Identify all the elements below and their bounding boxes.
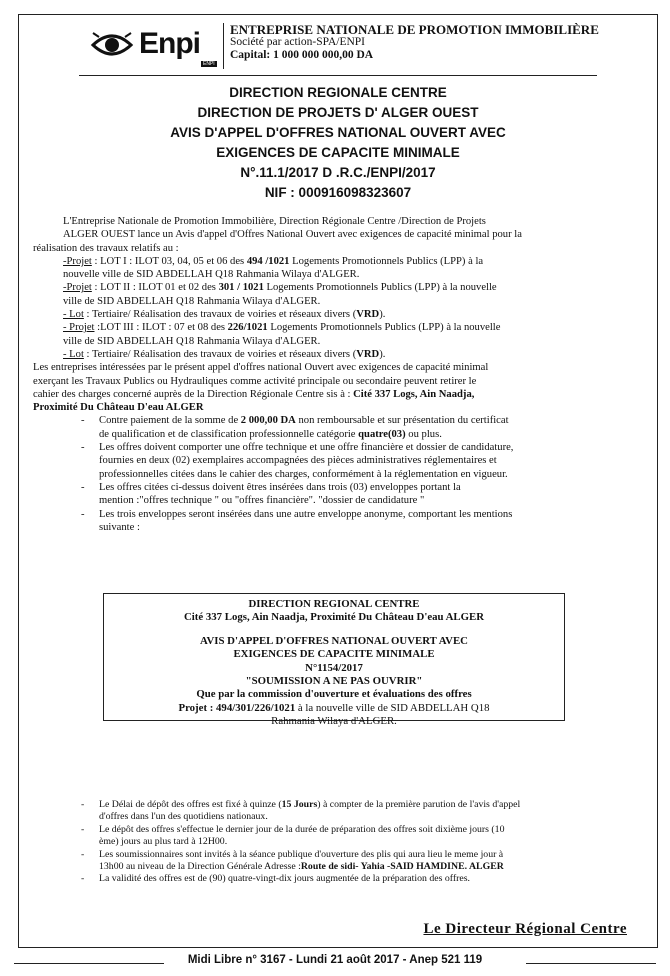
box-wilaya: Rahmania Wilaya d'ALGER. xyxy=(271,715,397,728)
entreprises-line: cahier des charges concerné auprès de la Direction Régionale Centre sis à : Cité 337 Logs, Ain Naadja, xyxy=(33,388,475,400)
condition-deposit: - Le dépôt des offres s'effectue le dernier jour de la durée de préparation des offres soit dixième jours (10 xyxy=(33,824,637,836)
box-exigences: EXIGENCES DE CAPACITE MINIMALE xyxy=(233,648,435,661)
company-block xyxy=(223,23,640,69)
bullet-payment: - Contre paiement de la somme de 2 000,00 DA non remboursable et sur présentation du certificat xyxy=(33,414,645,427)
bullet-envelopes-cont: mention :"offres technique " ou "offres financière". "dossier de candidature " xyxy=(99,495,425,507)
company-capital: Capital: 1 000 000 000,00 DA xyxy=(230,49,374,61)
condition-opening: - Les soumissionnaires sont invités à la séance publique d'ouverture des plis qui aura lieu le meme jour à xyxy=(33,849,637,861)
title-exigences: EXIGENCES DE CAPACITE MINIMALE xyxy=(216,145,460,160)
box-commission: Que par la commission d'ouverture et évaluations des offres xyxy=(196,688,472,701)
address-line: Proximité Du Château D'eau ALGER xyxy=(33,402,204,414)
condition-delay-cont: d'offres dans l'un des quotidiens nationaux. xyxy=(99,811,268,823)
lot-1: - Lot : Tertiaire/ Réalisation des travaux de voiries et réseaux divers (VRD). xyxy=(63,309,386,321)
header-divider xyxy=(79,75,597,76)
title-nif: NIF : 000916098323607 xyxy=(264,185,412,200)
signature-title: Le Directeur Régional Centre xyxy=(423,921,627,937)
conditions-list xyxy=(33,799,637,886)
box-avis: AVIS D'APPEL D'OFFRES NATIONAL OUVERT AVEC xyxy=(200,634,468,647)
bullet-offers: - Les offres doivent comporter une offre technique et une offre financière et dossier de candidature, xyxy=(33,441,645,454)
company-type: Société par action-SPA/ENPI xyxy=(230,36,366,48)
enpi-logo xyxy=(89,23,219,69)
logo-wordmark: Enpi xyxy=(139,27,200,60)
condition-opening-cont: 13h00 au niveau de la Direction Générale Adresse :Route de sidi- Yahia -SAID HAMDINE. ALGER xyxy=(99,861,504,873)
intro-line: ALGER OUEST lance un Avis d'appel d'Offres National Ouvert avec exigences de capacité minimal pour la xyxy=(63,229,522,241)
entreprises-line: exerçant les Travaux Publics ou Hydrauliques comme activité principale ou secondaire peuvent retirer le xyxy=(33,375,477,387)
box-projet: Projet : 494/301/226/1021 à la nouvelle ville de SID ABDELLAH Q18 xyxy=(178,701,490,714)
project-2-location: ville de SID ABDELLAH Q18 Rahmania Wilaya d'ALGER. xyxy=(63,295,321,307)
project-1: -Projet : LOT I : ILOT 03, 04, 05 et 06 des 494 /1021 Logements Promotionnels Publics (LPP) à la xyxy=(63,255,484,267)
project-1-location: nouvelle ville de SID ABDELLAH Q18 Rahmania Wilaya d'ALGER. xyxy=(63,269,360,281)
notice-page xyxy=(18,14,658,948)
project-3: - Projet :LOT III : ILOT : 07 et 08 des 226/1021 Logements Promotionnels Publics (LPP) à la nouvelle xyxy=(63,322,501,334)
condition-delay: - Le Délai de dépôt des offres est fixé à quinze (15 Jours) à compter de la première parution de l'avis d'appel xyxy=(33,799,637,811)
publication-footer: Midi Libre n° 3167 - Lundi 21 août 2017 - Anep 521 119 xyxy=(187,954,483,966)
envelope-box xyxy=(103,593,565,728)
title-direction-regionale: DIRECTION REGIONALE CENTRE xyxy=(229,85,447,100)
box-soumission: "SOUMISSION A NE PAS OUVRIR" xyxy=(245,675,423,688)
footer-rule-right xyxy=(526,963,656,964)
lot-2: - Lot : Tertiaire/ Réalisation des travaux de voiries et réseaux divers (VRD). xyxy=(63,348,386,360)
project-3-location: ville de SID ABDELLAH Q18 Rahmania Wilaya d'ALGER. xyxy=(63,335,321,347)
bullet-payment-cont: de qualification et de classification professionnelle catégorie quatre(03) ou plus. xyxy=(99,428,442,440)
bullet-anonymous: - Les trois enveloppes seront insérées dans une autre enveloppe anonyme, comportant les mentions xyxy=(33,508,645,521)
box-direction: DIRECTION REGIONAL CENTRE xyxy=(248,598,420,610)
title-avis: AVIS D'APPEL D'OFFRES NATIONAL OUVERT AVEC xyxy=(170,125,506,140)
bullet-anonymous-cont: suivante : xyxy=(99,521,140,533)
project-2: -Projet : LOT II : ILOT 01 et 02 des 301 / 1021 Logements Promotionnels Publics (LPP) à la nouvelle xyxy=(63,282,497,294)
box-number: N°1154/2017 xyxy=(305,661,363,674)
box-address: Cité 337 Logs, Ain Naadja, Proximité Du Château D'eau ALGER xyxy=(183,611,485,624)
bullet-offers-cont: professionnelles citées dans le cahier des charges, conformément à la réglementation en vigueur. xyxy=(99,468,508,480)
notice-titles xyxy=(19,83,657,203)
condition-validity: - La validité des offres est de (90) quatre-vingt-dix jours augmentée de la préparation des offres. xyxy=(33,873,637,885)
condition-deposit-cont: ème) jours au plus tard à 12H00. xyxy=(99,836,228,848)
logo-eye-icon xyxy=(89,25,135,65)
logo-subtag: ENPI xyxy=(203,61,215,67)
title-number: N°.11.1/2017 D .R.C./ENPI/2017 xyxy=(240,165,436,180)
intro-line: réalisation des travaux relatifs au : xyxy=(33,242,179,254)
notice-body xyxy=(33,215,645,534)
entreprises-line: Les entreprises intéressées par le présent appel d'offres national Ouvert avec exigences de capacité minimal xyxy=(33,362,489,374)
bullet-envelopes: - Les offres citées ci-dessus doivent êtres insérées dans trois (03) enveloppes portant la xyxy=(33,481,645,494)
intro-line: L'Entreprise Nationale de Promotion Immobilière, Direction Régionale Centre /Direction de Projets xyxy=(63,216,486,227)
company-name: ENTREPRISE NATIONALE DE PROMOTION IMMOBILIÈRE xyxy=(230,22,599,37)
title-direction-projets: DIRECTION DE PROJETS D' ALGER OUEST xyxy=(197,105,479,120)
bullet-offers-cont: fournies en deux (02) exemplaires accompagnées des pièces administratives réglementaires et xyxy=(99,455,497,467)
